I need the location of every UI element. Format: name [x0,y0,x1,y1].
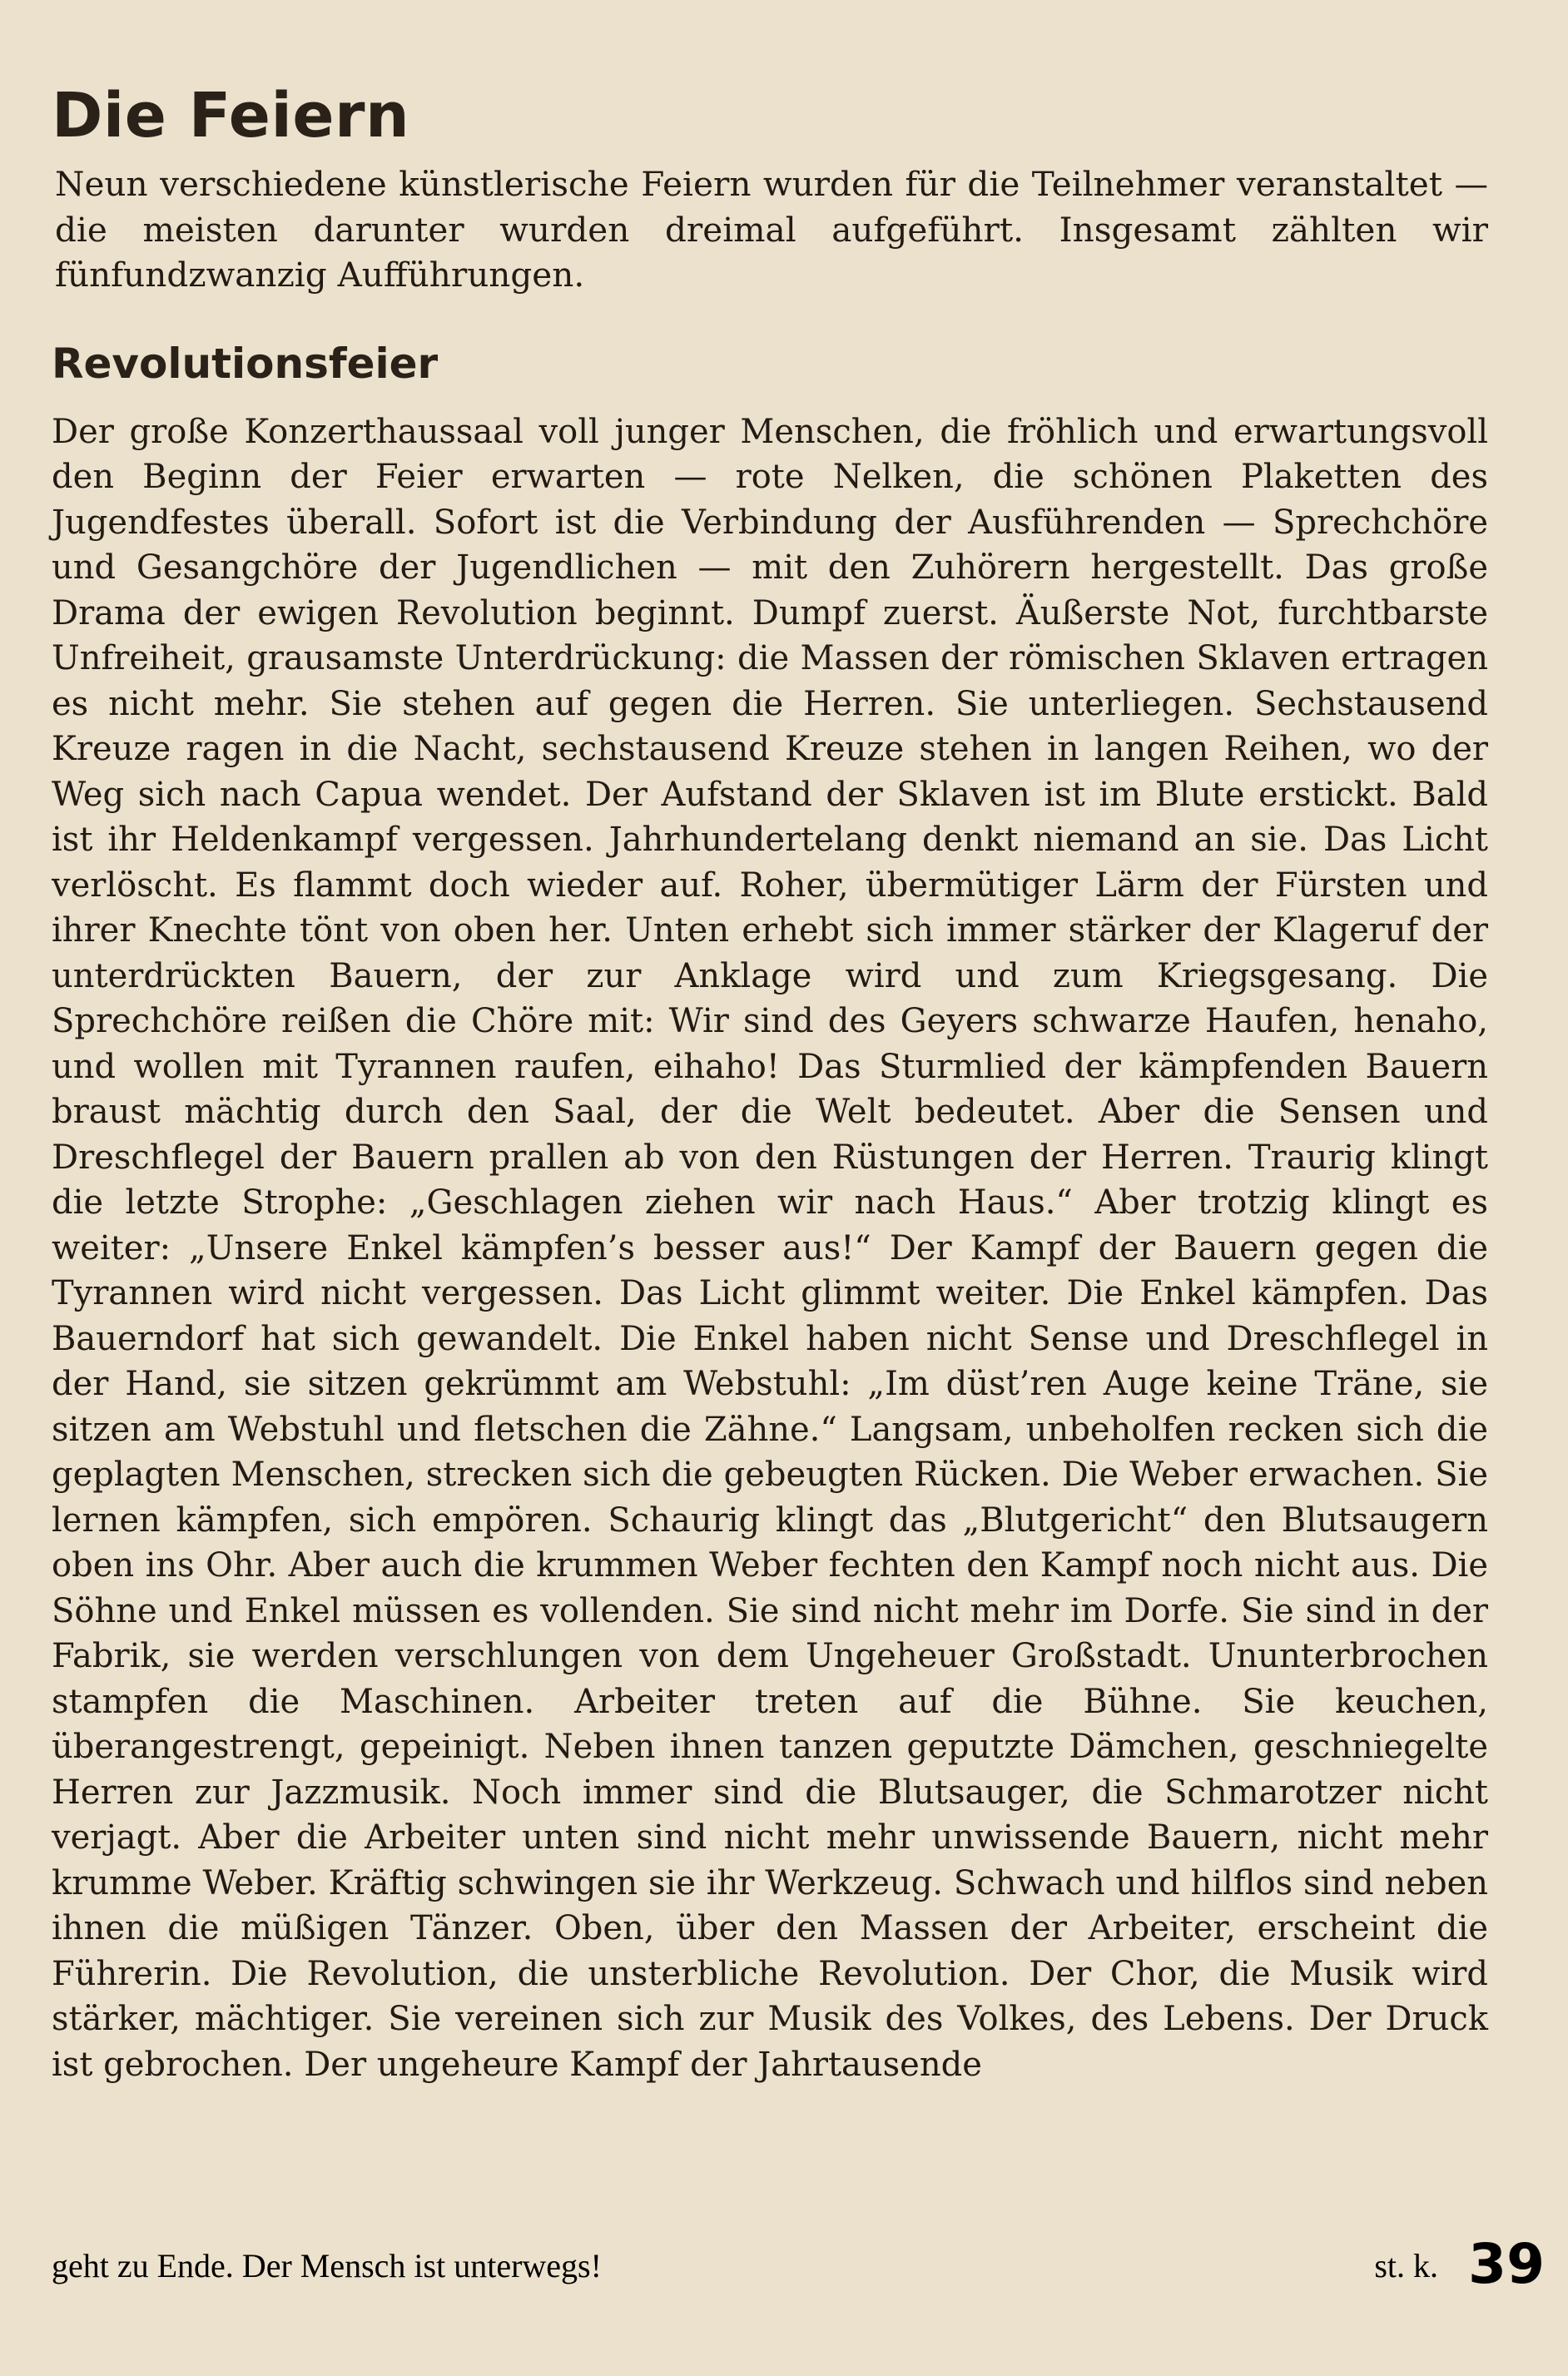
section-body-paragraph: Der große Konzerthaussaal voll junger Menschen, die fröhlich und erwartungsvoll den Beginn der Feier erwarten — rote Nelken, die schönen Plaketten des Jugendfestes überall. Sofort ist die Verbindung der Ausführenden — Sprechchöre und Gesangchöre der Jugendlichen — mit den Zuhörern hergestellt. Das große Drama der ewigen Revolution beginnt. Dumpf zuerst. Äußerste Not, furchtbarste Unfreiheit, grausamste Unterdrückung: die Massen der römischen Sklaven ertragen es nicht mehr. Sie stehen auf gegen die Herren. Sie unterliegen. Sechstausend Kreuze ragen in die Nacht, sechstausend Kreuze stehen in langen Reihen, wo der Weg sich nach Capua wendet. Der Aufstand der Sklaven ist im Blute erstickt. Bald ist ihr Heldenkampf vergessen. Jahrhundertelang denkt niemand an sie. Das Licht verlöscht. Es flammt doch wieder auf. Roher, übermütiger Lärm der Fürsten und ihrer Knechte tönt von oben her. Unten erhebt sich immer stärker der Klageruf der unterdrückten Bauern, der zur Anklage wird und zum Kriegsgesang. Die Sprechchöre reißen die Chöre mit: Wir sind des Geyers schwarze Haufen, henaho, und wollen mit Tyrannen raufen, eihaho! Das Sturmlied der kämpfenden Bauern braust mächtig durch den Saal, der die Welt bedeutet. Aber die Sensen und Dreschflegel der Bauern prallen ab von den Rüstungen der Herren. Traurig klingt die letzte Strophe: „Geschlagen ziehen wir nach Haus.“ Aber trotzig klingt es weiter: „Unsere Enkel kämpfen’s besser aus!“ Der Kampf der Bauern gegen die Tyrannen wird nicht vergessen. Das Licht glimmt weiter. Die Enkel kämpfen. Das Bauerndorf hat sich gewandelt. Die Enkel haben nicht Sense und Dreschflegel in der Hand, sie sitzen gekrümmt am Webstuhl: „Im düst’ren Auge keine Träne, sie sitzen am Webstuhl und fletschen die Zähne.“ Langsam, unbeholfen recken sich die geplagten Menschen, strecken sich die gebeugten Rücken. Die Weber erwachen. Sie lernen kämpfen, sich empören. Schaurig klingt das „Blutgericht“ den Blutsaugern oben ins Ohr. Aber auch die krummen Weber fechten den Kampf noch nicht aus. Die Söhne und Enkel müssen es vollenden. Sie sind nicht mehr im Dorfe. Sie sind in der Fabrik, sie werden verschlungen von dem Ungeheuer Großstadt. Ununterbrochen stampfen die Maschinen. Arbeiter treten auf die Bühne. Sie keuchen, überangestrengt, gepeinigt. Neben ihnen tanzen geputzte Dämchen, geschniegelte Herren zur Jazzmusik. Noch immer sind die Blutsauger, die Schmarotzer nicht verjagt. Aber die Arbeiter unten sind nicht mehr unwissende Bauern, nicht mehr krumme Weber. Kräftig schwingen sie ihr Werkzeug. Schwach und hilflos sind neben ihnen die müßigen Tänzer. Oben, über den Massen der Arbeiter, erscheint die Führerin. Die Revolution, die unsterbliche Revolution. Der Chor, die Musik wird stärker, mächtiger. Sie vereinen sich zur Musik des Volkes, des Lebens. Der Druck ist gebrochen. Der ungeheure Kampf der Jahrtausende [52,412,1488,2084]
closing-line: geht zu Ende. Der Mensch ist unterwegs! [52,2247,602,2284]
page-number: 39 [1468,2232,1545,2296]
intro-paragraph: Neun verschiedene künstlerische Feiern wurden für die Teilnehmer veranstaltet — die meisten darunter wurden dreimal aufgeführt. Insgesamt zählten wir fünfundzwanzig Aufführungen. [55,164,1488,295]
section-heading: Revolutionsfeier [52,339,439,388]
page-title: Die Feiern [52,80,410,151]
author-signature: st. k. [1374,2247,1438,2284]
page-footer-line [52,2232,1545,2296]
